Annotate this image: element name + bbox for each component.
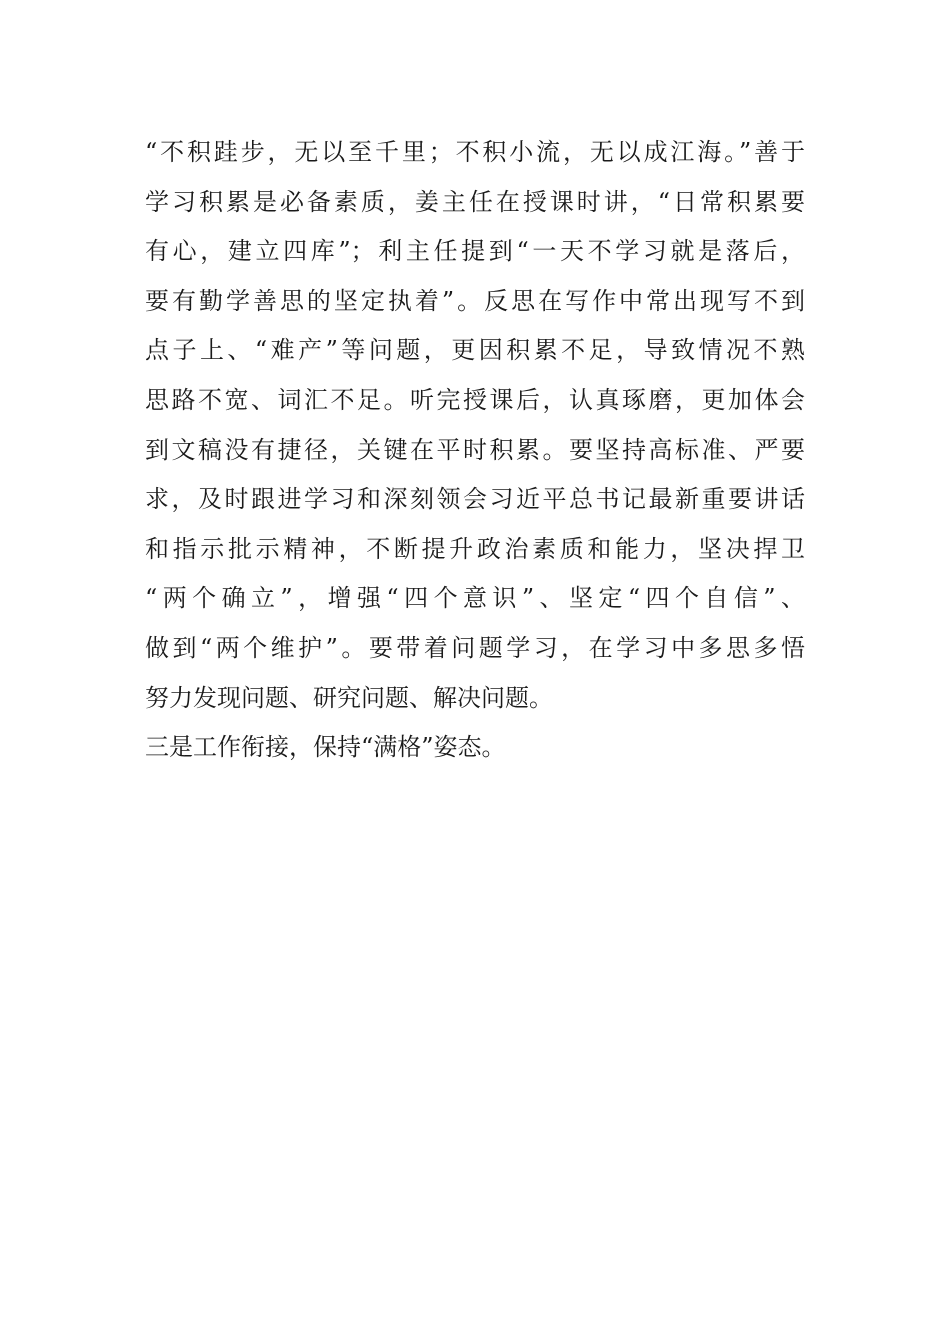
paragraph-line: 到文稿没有捷径，关键在平时积累。要坚持高标准、严要 bbox=[145, 435, 805, 464]
paragraph-line: 做到“两个维护”。要带着问题学习，在学习中多思多悟 bbox=[145, 633, 805, 662]
paragraph-line: “两个确立”，增强“四个意识”、坚定“四个自信”、 bbox=[145, 584, 805, 613]
paragraph-line: 和指示批示精神，不断提升政治素质和能力，坚决捍卫 bbox=[145, 534, 805, 563]
paragraph-line: 要有勤学善思的坚定执着”。反思在写作中常出现写不到 bbox=[145, 286, 805, 315]
paragraph-line: 求，及时跟进学习和深刻领会习近平总书记最新重要讲话 bbox=[145, 485, 805, 514]
paragraph-line: 点子上、“难产”等问题，更因积累不足，导致情况不熟 bbox=[145, 336, 805, 365]
section-heading: 三是工作衔接，保持“满格”姿态。 bbox=[145, 733, 506, 762]
document-body bbox=[145, 128, 805, 773]
paragraph-line: 思路不宽、词汇不足。听完授课后，认真琢磨，更加体会 bbox=[145, 385, 805, 414]
paragraph-line: “不积跬步，无以至千里；不积小流，无以成江海。”善于 bbox=[145, 138, 805, 166]
paragraph-line: 有心，建立四库”；利主任提到“一天不学习就是落后， bbox=[145, 237, 805, 266]
paragraph-line: 努力发现问题、研究问题、解决问题。 bbox=[145, 683, 553, 712]
paragraph-accumulation bbox=[145, 128, 805, 723]
paragraph-line: 学习积累是必备素质，姜主任在授课时讲，“日常积累要 bbox=[145, 187, 805, 216]
